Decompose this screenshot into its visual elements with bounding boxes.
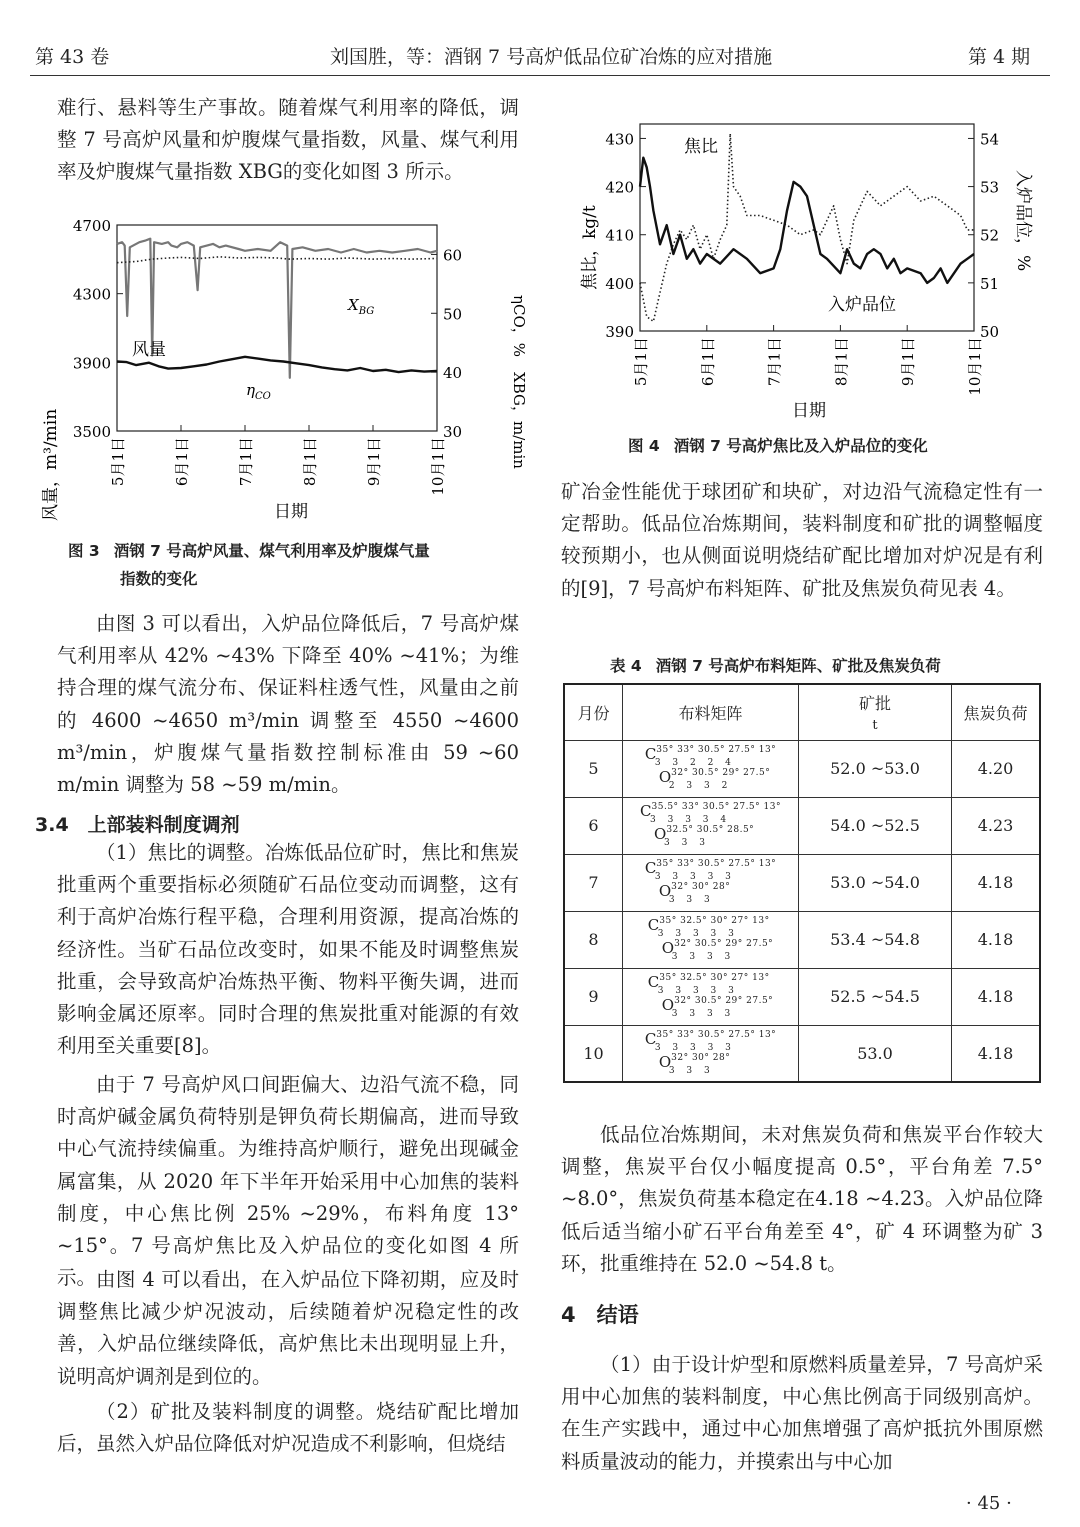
table-row <box>564 1025 1040 1082</box>
y-tick-label: 4300 <box>72 285 111 304</box>
table4-cell-matrix <box>623 911 799 968</box>
table4-caption-text: 酒钢 7 号高炉布料矩阵、矿批及焦炭负荷 <box>655 657 941 675</box>
y2-tick-label: 40 <box>443 364 463 383</box>
table4-cell-batch: 54.0 ~52.5 <box>799 797 952 854</box>
left-paragraph-4: 由于 7 号高炉风口间距偏大、边沿气流不稳，同时高炉碱金属负荷特别是钾负荷长期偏高，进而导致中心气流持续偏重。为维持高炉顺行，避免出现碱金属富集，从 2020 年下半年开始采用中心加焦的装料制度，中心焦比例 25% ~29%，布料角度 13° ~15°。7 号高炉焦比及入炉品位的变化如图 4 所示。 <box>57 1073 519 1290</box>
fig3-ylabel-left: 风量，m³/min <box>41 408 61 521</box>
fig3-xlabel: 日期 <box>274 502 308 522</box>
right-paragraph-1: 矿冶金性能优于球团矿和块矿，对边沿气流稳定性有一定帮助。低品位冶炼期间，装料制度和矿批的调整幅度较预期小，也从侧面说明烧结矿配比增加对炉况是有利的[9]，7 号高炉布料矩阵、矿批及焦炭负荷见表 4。 <box>561 480 1043 600</box>
y2-tick-label: 51 <box>980 274 1000 293</box>
x-tick-label: 10月1日 <box>966 337 984 396</box>
table4-cell-load: 4.18 <box>952 854 1041 911</box>
x-tick-label: 9月1日 <box>365 437 383 487</box>
fig4-caption-text: 酒钢 7 号高炉焦比及入炉品位的变化 <box>673 437 928 455</box>
table4-cell-month: 6 <box>564 797 623 854</box>
fig4-label-grade: 入炉品位 <box>828 295 896 315</box>
table4-head-month: 月份 <box>564 684 623 740</box>
y2-tick-label: 60 <box>443 246 463 265</box>
section-3-4-title: 3.4 上部装料制度调剂 <box>35 814 240 836</box>
figure-4-caption <box>628 432 928 460</box>
table4-cell-batch: 53.0 <box>799 1025 952 1082</box>
charging-matrix: C35° 32.5° 30° 27° 13° 3 3 3 3 3 O32° 30.5° 29° 27.5° 3 3 3 3 <box>647 916 774 962</box>
table-row <box>564 797 1040 854</box>
table4-cell-load: 4.18 <box>952 911 1041 968</box>
table4-head-load: 焦炭负荷 <box>952 684 1041 740</box>
fig4-label-coke: 焦比 <box>684 137 718 157</box>
fig3-caption-line1: 酒钢 7 号高炉风量、煤气利用率及炉腹煤气量 <box>113 542 430 560</box>
y2-tick-label: 54 <box>980 130 1000 149</box>
left-paragraph-1: 难行、悬料等生产事故。随着煤气利用率的降低，调整 7 号高炉风量和炉腹煤气量指数，风量、煤气利用率及炉腹煤气量指数 XBG的变化如图 3 所示。 <box>57 96 519 184</box>
section-4-title: 4 结语 <box>561 1303 639 1327</box>
table-4 <box>563 683 1041 1083</box>
figure-4-chart <box>570 110 1050 422</box>
y-tick-label: 430 <box>605 130 634 149</box>
x-tick-label: 8月1日 <box>301 437 319 487</box>
table-row <box>564 740 1040 797</box>
charging-matrix: C35.5° 33° 30.5° 27.5° 13° 3 3 3 3 4 O32.5° 30.5° 28.5° 3 3 3 <box>640 802 781 848</box>
right-paragraph-3: （1）由于设计炉型和原燃料质量差异，7 号高炉采用中心加焦的装料制度，中心焦比例高于同级别高炉。在生产实践中，通过中心加焦增强了高炉抵抗外围原燃料质量波动的能力，并摸索出与中心加 <box>561 1353 1043 1473</box>
fig3-caption-number: 图 3 <box>68 542 100 560</box>
x-tick-label: 6月1日 <box>173 437 191 487</box>
table4-cell-month: 5 <box>564 740 623 797</box>
y-tick-label: 3500 <box>72 423 111 441</box>
x-tick-label: 5月1日 <box>632 337 650 387</box>
fig4-ylabel-right: 入炉品位，% <box>1013 170 1033 272</box>
fig3-caption-line2: 指数的变化 <box>120 570 198 588</box>
header-issue: 第 4 期 <box>968 46 1031 68</box>
table-row <box>564 854 1040 911</box>
table4-cell-month: 8 <box>564 911 623 968</box>
plot-frame <box>117 225 437 431</box>
fig3-ylabel-right: ηCO，% XBG，m/min <box>510 295 528 469</box>
table4-cell-matrix <box>623 797 799 854</box>
y-tick-label: 420 <box>605 178 634 197</box>
y-tick-label: 400 <box>605 274 634 293</box>
table4-head-matrix: 布料矩阵 <box>623 684 799 740</box>
header-rule <box>30 75 1050 76</box>
table4-cell-month: 10 <box>564 1025 623 1082</box>
series-line-left <box>640 134 974 322</box>
fig4-caption-number: 图 4 <box>628 437 660 455</box>
y-tick-label: 410 <box>605 226 634 245</box>
fig4-xlabel: 日期 <box>792 401 826 421</box>
table4-cell-matrix <box>623 968 799 1025</box>
table4-cell-load: 4.23 <box>952 797 1041 854</box>
table4-cell-load: 4.18 <box>952 968 1041 1025</box>
x-tick-label: 8月1日 <box>832 337 851 387</box>
table4-cell-matrix <box>623 740 799 797</box>
x-tick-label: 9月1日 <box>899 337 918 387</box>
y-tick-label: 3900 <box>72 354 111 373</box>
y2-tick-label: 50 <box>443 305 463 324</box>
left-paragraph-6: （2）矿批及装料制度的调整。烧结矿配比增加后，虽然入炉品位降低对炉况造成不利影响，但烧结 <box>57 1400 519 1456</box>
table4-head-batch: 矿批 t <box>799 684 952 740</box>
fig3-label-eta: $\eta_{CO}$ <box>246 381 271 402</box>
table4-cell-month: 9 <box>564 968 623 1025</box>
table4-cell-load: 4.20 <box>952 740 1041 797</box>
left-paragraph-3: （1）焦比的调整。冶炼低品位矿时，焦比和焦炭批重两个重要指标必须随矿石品位变动而调整，这有利于高炉冶炼行程平稳，合理利用资源，提高冶炼的经济性。当矿石品位改变时，如果不能及时调整焦炭批重，会导致高炉冶炼热平衡、物料平衡失调，进而影响金属还原率。同时合理的焦炭批重对能源的有效利用至关重要[8]。 <box>57 841 519 1058</box>
y-tick-label: 390 <box>605 323 634 341</box>
table4-cell-batch: 52.0 ~53.0 <box>799 740 952 797</box>
table4-cell-matrix <box>623 1025 799 1082</box>
table4-cell-batch: 53.0 ~54.0 <box>799 854 952 911</box>
y-tick-label: 4700 <box>72 217 111 235</box>
table-row <box>564 968 1040 1025</box>
y2-tick-label: 30 <box>443 423 463 441</box>
charging-matrix: C35° 32.5° 30° 27° 13° 3 3 3 3 3 O32° 30.5° 29° 27.5° 3 3 3 3 <box>647 973 774 1019</box>
table4-cell-batch: 52.5 ~54.5 <box>799 968 952 1025</box>
left-paragraph-2: 由图 3 可以看出，入炉品位降低后，7 号高炉煤气利用率从 42% ~43% 下降至 40% ~41%；为维持合理的煤气流分布、保证料柱透气性，风量由之前的 4600 ~4650 m³/min 调整至 4550 ~4600 m³/min，炉腹煤气量指数控制标准由 59 ~60 m/min 调整为 58 ~59 m/min。 <box>57 612 519 797</box>
x-tick-label: 10月1日 <box>429 437 447 496</box>
x-tick-label: 5月1日 <box>109 437 127 487</box>
series-line-right <box>117 257 437 263</box>
header-volume: 第 43 卷 <box>35 46 110 68</box>
charging-matrix: C35° 33° 30.5° 27.5° 13° 3 3 2 2 4 O32° 30.5° 29° 27.5° 2 3 3 2 <box>644 745 777 791</box>
charging-matrix: C35° 33° 30.5° 27.5° 13° 3 3 3 3 3 O32° 30° 28° 3 3 3 <box>644 859 777 905</box>
fig3-label-xbg: $X_{BG}$ <box>348 296 375 317</box>
series-line-right <box>640 158 974 283</box>
y2-tick-label: 50 <box>980 323 1000 341</box>
fig3-label-wind: 风量 <box>132 340 166 360</box>
table-row <box>564 911 1040 968</box>
page-number: · 45 · <box>966 1493 1012 1514</box>
figure-3-caption <box>68 537 508 593</box>
table4-cell-month: 7 <box>564 854 623 911</box>
y2-tick-label: 53 <box>980 178 1000 197</box>
y2-tick-label: 52 <box>980 226 1000 245</box>
charging-matrix: C35° 33° 30.5° 27.5° 13° 3 3 3 3 3 O32° 30° 28° 3 3 3 <box>644 1029 777 1076</box>
table4-cell-batch: 53.4 ~54.8 <box>799 911 952 968</box>
fig4-ylabel-left: 焦比，kg/t <box>580 205 600 290</box>
x-tick-label: 6月1日 <box>698 337 717 387</box>
figure-3-chart <box>30 205 530 530</box>
x-tick-label: 7月1日 <box>237 437 255 487</box>
left-paragraph-5: 由图 4 可以看出，在入炉品位下降初期，应及时调整焦比减少炉况波动，后续随着炉况稳定性的改善，入炉品位继续降低，高炉焦比未出现明显上升，说明高炉调剂是到位的。 <box>57 1268 519 1388</box>
right-paragraph-2: 低品位冶炼期间，未对焦炭负荷和焦炭平台作较大调整，焦炭平台仅小幅度提高 0.5°，平台角差 7.5° ~8.0°，焦炭负荷基本稳定在4.18 ~4.23。入炉品位降低后适当缩小矿石平台角差至 4°，矿 4 环调整为矿 3 环，批重维持在 52.0 ~54.8 t。 <box>561 1123 1043 1275</box>
table4-caption-number: 表 4 <box>610 657 642 675</box>
table4-cell-load: 4.18 <box>952 1025 1041 1082</box>
header-title: 刘国胜，等：酒钢 7 号高炉低品位矿冶炼的应对措施 <box>330 46 773 68</box>
table4-cell-matrix <box>623 854 799 911</box>
x-tick-label: 7月1日 <box>765 337 784 387</box>
table-4-caption <box>610 652 941 680</box>
